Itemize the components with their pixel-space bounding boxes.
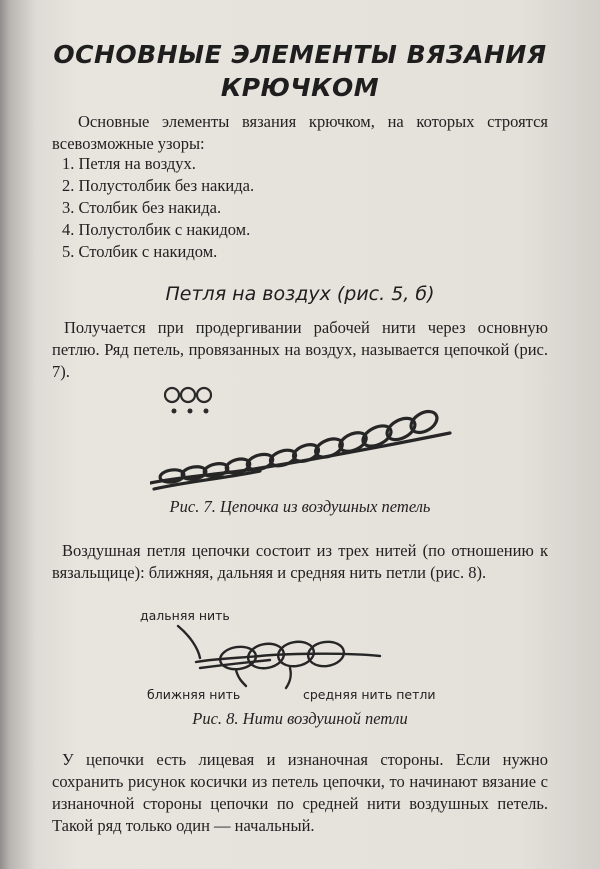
title-line-1: ОСНОВНЫЕ ЭЛЕМЕНТЫ ВЯЗАНИЯ xyxy=(53,40,547,69)
intro-paragraph: Основные элементы вязания крючком, на которых строятся всевозможные узоры: xyxy=(52,112,548,153)
elements-list xyxy=(62,153,254,263)
threads-paragraph: Воздушная петля цепочки состоит из трех нитей (по отношению к вязальщице): ближняя, дальняя и средняя нить петли (рис. 8). xyxy=(52,541,548,582)
list-item: 3. Столбик без накида. xyxy=(62,198,222,217)
far-thread-label: дальняя нить xyxy=(140,608,230,623)
list-item: 4. Полустолбик с накидом. xyxy=(62,220,251,239)
list-item: 5. Столбик с накидом. xyxy=(62,242,218,261)
figure-8-caption: Рис. 8. Нити воздушной петли xyxy=(192,709,408,728)
chain-sides-paragraph: У цепочки есть лицевая и изнаночная стороны. Если нужно сохранить рисунок косички из петель цепочки, то начинают вязание с изнаночной стороны цепочки по средней нити воздушных петель. Такой ряд только один — начальный. xyxy=(52,750,548,835)
chain-symbol-circle xyxy=(181,388,195,402)
chain-illustration xyxy=(150,385,470,495)
list-item: 2. Полустолбик без накида. xyxy=(62,176,255,195)
section-heading: Петля на воздух (рис. 5, б) xyxy=(165,283,435,305)
title-line-2: КРЮЧКОМ xyxy=(220,73,380,102)
near-thread-label: ближняя нить xyxy=(147,687,241,702)
middle-thread-label: средняя нить петли xyxy=(303,687,436,702)
chain-symbol-circle xyxy=(165,388,179,402)
figure-7-caption: Рис. 7. Цепочка из воздушных петель xyxy=(169,497,431,516)
chain-symbol-circle xyxy=(197,388,211,402)
list-item: 1. Петля на воздух. xyxy=(62,154,196,173)
page-title xyxy=(0,38,600,104)
chain-paragraph: Получается при продергивании рабочей нити через основную петлю. Ряд петель, провязанных на воздух, называется цепочкой (рис. 7). xyxy=(52,318,548,381)
